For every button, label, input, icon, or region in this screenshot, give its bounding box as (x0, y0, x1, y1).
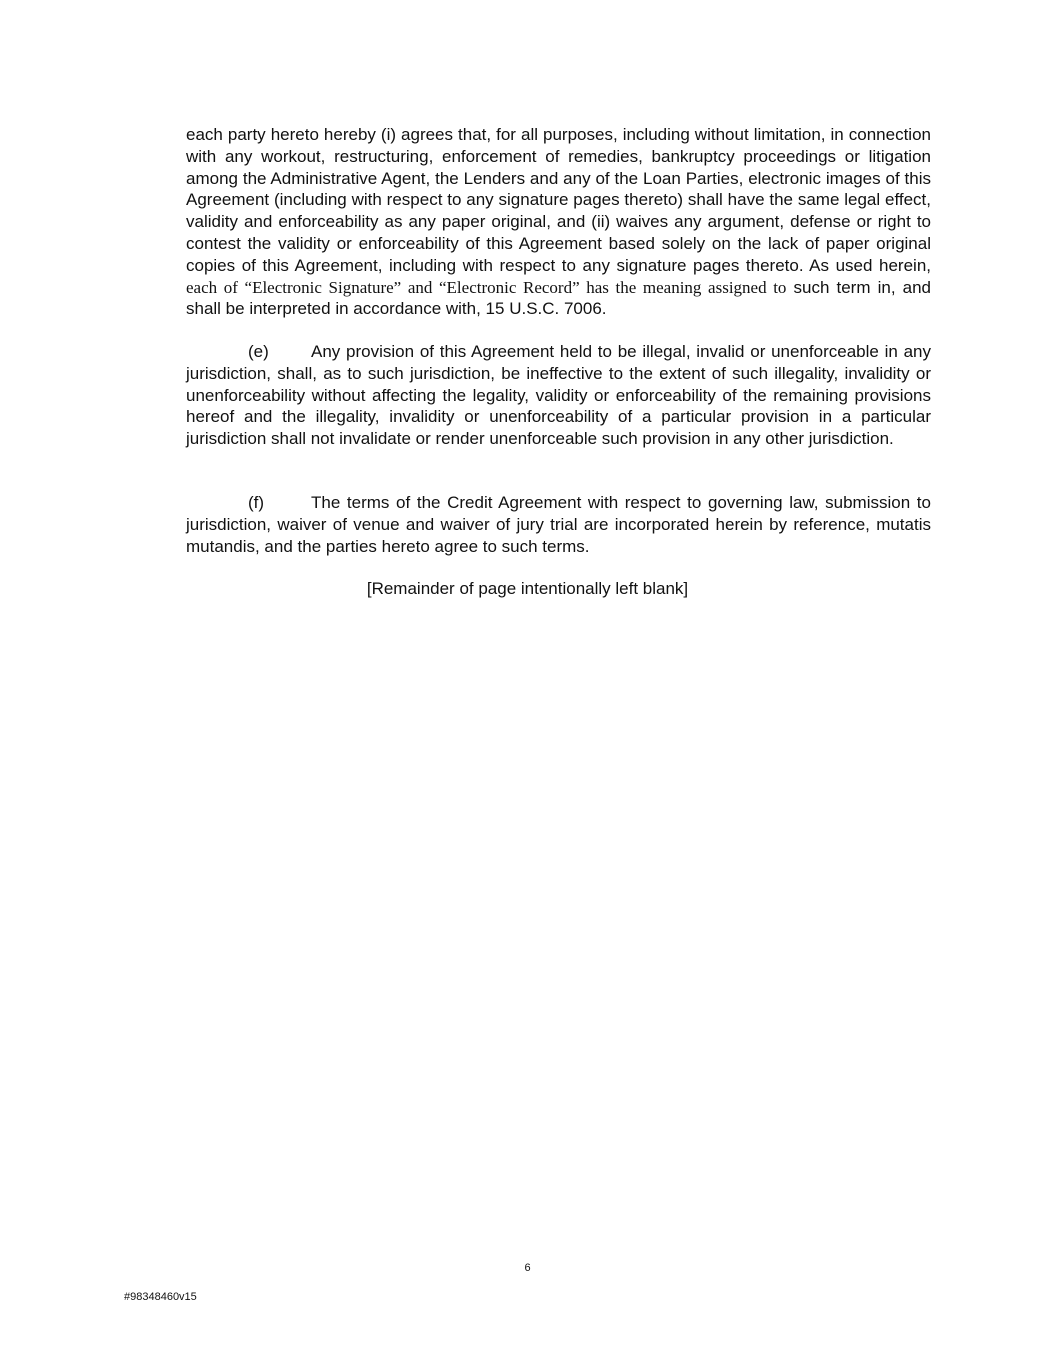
paragraph-severability (186, 341, 931, 450)
paragraph-electronic-signatures (186, 124, 931, 320)
paragraph-label: (f) (248, 493, 265, 512)
paragraph-governing-law (186, 492, 931, 557)
paragraph-text: The terms of the Credit Agreement with respect to governing law, submission to jurisdiction, waiver of venue and waiver of jury trial are incorporated herein by reference, mutatis mutandis, and the parties hereto agree to such terms. (186, 493, 931, 556)
paragraph-text: such term in, and shall be interpreted in accordance with, 15 U.S.C. 7006. (186, 277, 931, 319)
page-number: 6 (524, 1262, 531, 1274)
paragraph-text: Any provision of this Agreement held to be illegal, invalid or unenforceable in any jurisdiction, shall, as to such jurisdiction, be ineffective to the extent of such illegality, invalidity or unenforceability without affecting the legality, validity or enforceability of the remaining provisions hereof and the illegality, invalidity or unenforceability of a particular provision in a particular jurisdiction shall not invalidate or render unenforceable such provision in any other jurisdiction. (186, 342, 931, 449)
paragraph-label: (e) (248, 342, 269, 361)
paragraph-text-serif: each of “Electronic Signature” and “Electronic Record” has the meaning assigned to (186, 277, 787, 297)
paragraph-text: each party hereto hereby (i) agrees that, for all purposes, including without limitation, in connection with any workout, restructuring, enforcement of remedies, bankruptcy proceedings or litigation among the Administrative Agent, the Lenders and any of the Loan Parties, electronic images of this Agreement (including with respect to any signature pages thereto) shall have the same legal effect, validity and enforceability as any paper original, and (ii) waives any argument, defense or right to contest the validity or enforceability of this Agreement based solely on the lack of paper original copies of this Agreement, including with respect to any signature pages thereto. As used herein, (186, 125, 931, 275)
document-id: #98348460v15 (124, 1291, 197, 1303)
remainder-blank-note: [Remainder of page intentionally left blank] (366, 579, 689, 598)
